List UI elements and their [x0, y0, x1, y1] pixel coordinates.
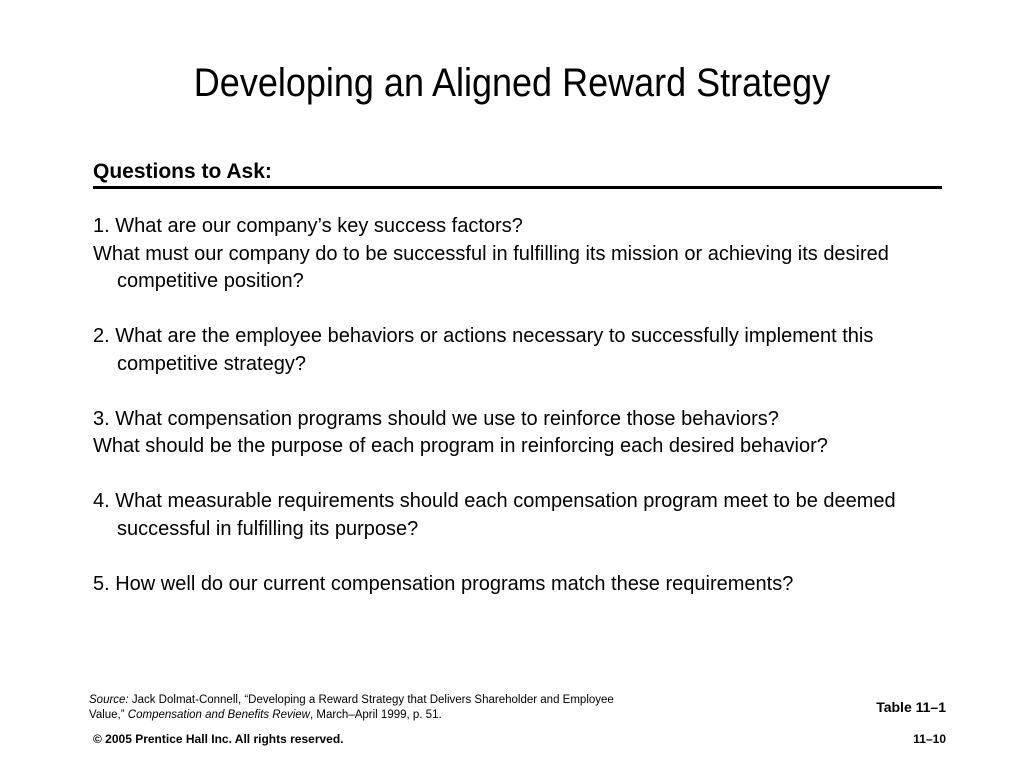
question-2-main: 2. What are the employee behaviors or actions necessary to successfully implement this competitive strategy? — [93, 325, 874, 375]
heading-underline-rule — [93, 186, 942, 189]
question-4 — [93, 488, 943, 543]
section-heading: Questions to Ask: — [93, 160, 272, 183]
source-citation — [89, 693, 649, 723]
page-number: 11–10 — [913, 732, 946, 746]
question-3-detail: What should be the purpose of each program in reinforcing each desired behavior? — [93, 435, 828, 457]
source-text-part1: Jack Dolmat-Connell, “Developing a Reward Strategy that Delivers Shareholder and Employee Value,” — [89, 694, 614, 721]
question-4-main: 4. What measurable requirements should each compensation program meet to be deemed successful in fulfilling its purpose? — [93, 490, 896, 540]
question-2 — [93, 323, 943, 378]
copyright-notice: © 2005 Prentice Hall Inc. All rights reserved. — [93, 732, 344, 746]
source-label: Source: — [89, 694, 129, 706]
source-publication: Compensation and Benefits Review — [127, 709, 310, 721]
question-1 — [93, 213, 943, 296]
source-text-part2: , March–April 1999, p. 51. — [309, 709, 442, 721]
table-label: Table 11–1 — [876, 699, 946, 715]
question-3-main: 3. What compensation programs should we use to reinforce those behaviors? — [93, 407, 779, 430]
question-list — [93, 213, 943, 626]
question-1-detail: What must our company do to be successful in fulfilling its mission or achieving its desired competitive position? — [93, 242, 889, 292]
slide-title: Developing an Aligned Reward Strategy — [193, 61, 831, 105]
question-1-main: 1. What are our company’s key success factors? — [93, 215, 523, 237]
question-3 — [93, 406, 943, 461]
question-5 — [93, 571, 943, 599]
question-5-main: 5. How well do our current compensation programs match these requirements? — [93, 572, 794, 595]
